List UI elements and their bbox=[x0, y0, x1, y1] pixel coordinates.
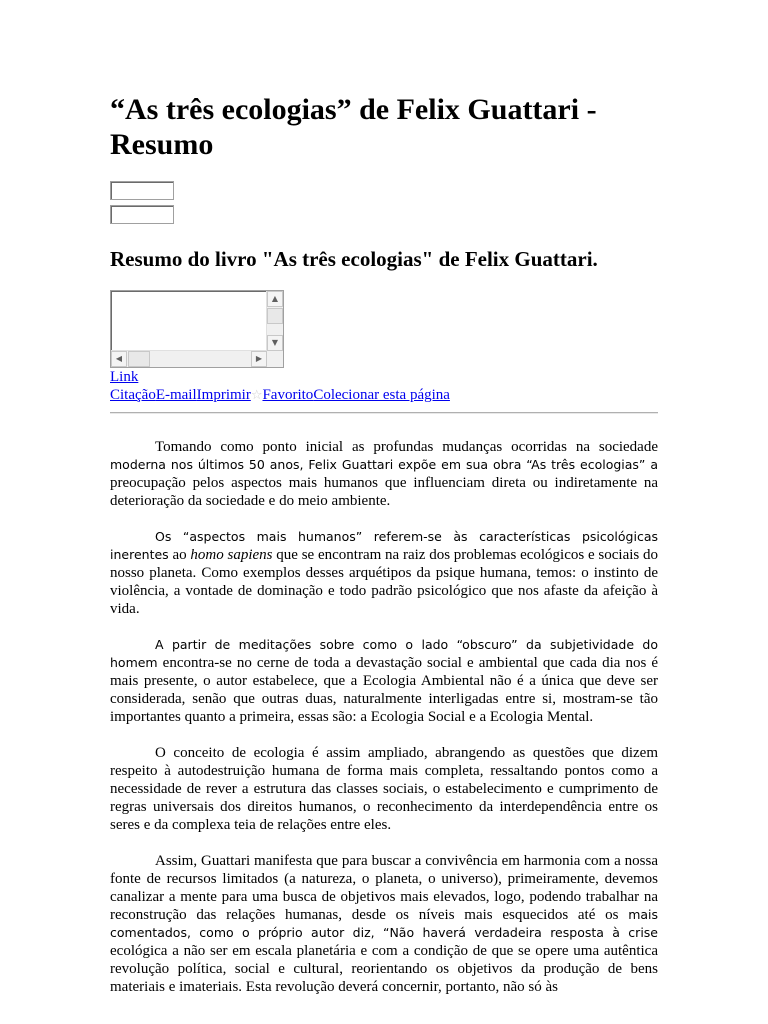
paragraph-text: Tomando como ponto inicial as profundas mudanças ocorridas na sociedade bbox=[155, 439, 658, 455]
paragraph-2 bbox=[110, 528, 658, 618]
link-row-1 bbox=[110, 368, 138, 386]
star-icon[interactable]: ☆ bbox=[250, 388, 263, 403]
page-title: “As três ecologias” de Felix Guattari - Resumo bbox=[110, 93, 597, 161]
text-field-2[interactable] bbox=[110, 205, 174, 224]
divider bbox=[110, 412, 658, 414]
text-area[interactable] bbox=[110, 290, 284, 368]
paragraph-text: O conceito de ecologia é assim ampliado, abrangendo as questões que dizem respeito à autodestruição humana de forma mais completa, ressaltando pontos como a necessidade de rever a estrutura das classes sociais, o estabelecimento e cumprimento de regras universais dos direitos humanos, o reconhecimento da interdependência entre os seres e da complexa teia de relações entre eles. bbox=[110, 745, 658, 833]
paragraph-text: ecológica a não ser em escala planetária e com a condição de que se opere uma autêntica revolução política, social e cultural, reorientando os objetivos da produção de bens materiais e imateriais. Esta revolução deverá concernir, portanto, não só às bbox=[110, 943, 658, 995]
scroll-up-icon[interactable]: ▲ bbox=[267, 291, 283, 307]
paragraph-text: mais comentados, como o próprio autor diz, “Não haverá verdadeira resposta à crise bbox=[110, 907, 659, 940]
horizontal-scrollbar[interactable] bbox=[111, 350, 267, 367]
paragraph-text: Assim, Guattari manifesta que para buscar a convivência em harmonia com a nossa fonte de recursos limitados (a natureza, o planeta, o universo), primeiramente, devemos canalizar a mente para uma busca de objetivos mais elevados, logo, podendo trabalhar na reconstrução das relações humanas, desde os níveis mais esquecidos até os bbox=[110, 853, 658, 923]
paragraph-text: que se encontram na raiz dos problemas ecológicos e sociais do nosso planeta. Como exemplos desses arquétipos da psique humana, temos: o instinto de violência, a vontade de dominação e todo padrão psicológico que nos afaste da afeição à vida. bbox=[110, 547, 658, 617]
vertical-scroll-thumb[interactable] bbox=[267, 308, 283, 324]
citacao-link[interactable]: Citação bbox=[110, 387, 156, 403]
imprimir-link[interactable]: Imprimir bbox=[196, 387, 251, 403]
emphasis-text: homo sapiens bbox=[190, 547, 273, 563]
scroll-right-icon[interactable]: ▶ bbox=[251, 351, 267, 367]
scrollbar-corner bbox=[267, 351, 283, 367]
paragraph-text: preocupação pelos aspectos mais humanos que influenciam direta ou indiretamente na deterioração da sociedade e do meio ambiente. bbox=[110, 475, 658, 509]
paragraph-text: moderna nos últimos 50 anos, Felix Guattari expõe em sua obra “As três ecologias” a bbox=[110, 457, 658, 472]
paragraph-text: ao bbox=[172, 547, 191, 563]
text-field-1[interactable] bbox=[110, 181, 174, 200]
paragraph-5 bbox=[110, 852, 658, 996]
colecionar-link[interactable]: Colecionar esta página bbox=[313, 387, 450, 403]
horizontal-scroll-thumb[interactable] bbox=[128, 351, 150, 367]
article-body bbox=[110, 438, 658, 1014]
paragraph-1 bbox=[110, 438, 658, 510]
favorito-link[interactable]: Favorito bbox=[262, 387, 314, 403]
vertical-scrollbar[interactable] bbox=[266, 291, 283, 351]
paragraph-text: Os “aspectos mais humanos” referem-se às características psicológicas inerentes bbox=[110, 529, 658, 562]
paragraph-text: encontra-se no cerne de toda a devastação social e ambiental que cada dia nos é mais presente, o autor estabelece, que a Ecologia Ambiental não é a única que deve ser considerada, senão que outras duas, naturalmente interligadas entre si, mostram-se tão importantes quanto a primeira, essas são: a Ecologia Social e a Ecologia Mental. bbox=[110, 655, 658, 725]
scroll-down-icon[interactable]: ▼ bbox=[267, 335, 283, 351]
paragraph-text: A partir de meditações sobre como o lado “obscuro” da subjetividade do homem bbox=[110, 637, 658, 670]
scroll-left-icon[interactable]: ◀ bbox=[111, 351, 127, 367]
email-link[interactable]: E-mail bbox=[155, 387, 197, 403]
link-row-2 bbox=[110, 386, 450, 405]
link-link[interactable]: Link bbox=[110, 369, 139, 385]
page-subtitle: Resumo do livro "As três ecologias" de Felix Guattari. bbox=[110, 247, 598, 271]
paragraph-3 bbox=[110, 636, 658, 726]
paragraph-4 bbox=[110, 744, 658, 834]
